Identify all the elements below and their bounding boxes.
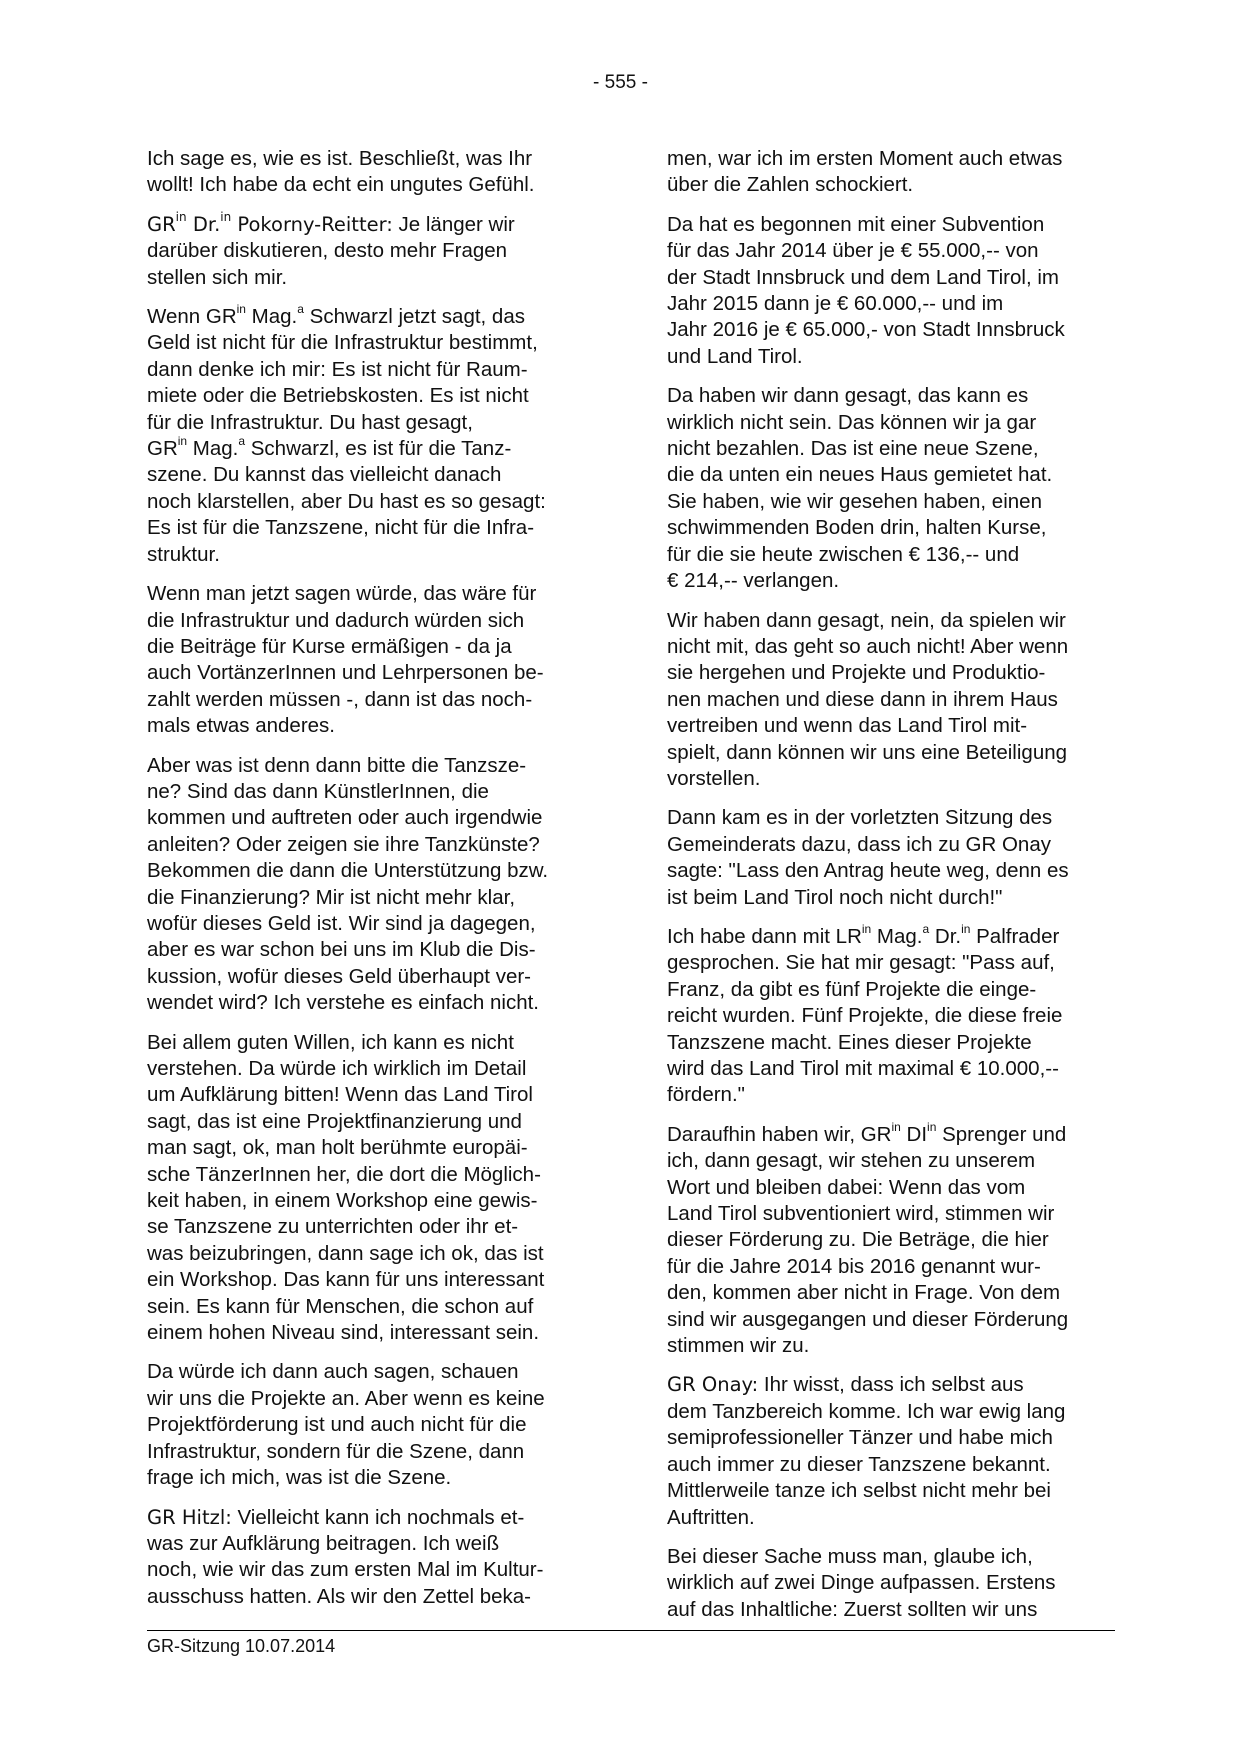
text-line: ausschuss hatten. Als wir den Zettel beka- <box>147 1584 532 1608</box>
text-line: kommen und auftreten oder auch irgendwie <box>147 806 543 830</box>
text-line: die Beiträge für Kurse ermäßigen - da ja <box>147 634 512 658</box>
text-line: ne? Sind das dann KünstlerInnen, die <box>147 779 489 803</box>
text-line: nicht mit, das geht so auch nicht! Aber wenn <box>667 634 1069 658</box>
text-line: für die sie heute zwischen € 136,-- und <box>667 542 1020 566</box>
text-line: ein Workshop. Das kann für uns interessant <box>147 1268 545 1292</box>
text-line: sagt, das ist eine Projektfinanzierung und <box>147 1109 522 1133</box>
text-line: aber es war schon bei uns im Klub die Dis- <box>147 938 536 962</box>
text-line: für die Infrastruktur. Du hast gesagt, <box>147 410 473 434</box>
text-line: Projektförderung ist und auch nicht für die <box>147 1413 527 1437</box>
paragraph <box>667 383 1119 594</box>
text-line: Bei allem guten Willen, ich kann es nicht <box>147 1030 514 1054</box>
text-line: auch immer zu dieser Tanzszene bekannt. <box>667 1452 1051 1476</box>
text-line: noch, wie wir das zum ersten Mal im Kultur- <box>147 1558 544 1582</box>
text-line: die Infrastruktur und dadurch würden sich <box>147 608 525 632</box>
paragraph: Ich habe dann mit $LR^{in}$ Mag.$^a$ Dr.$^{in}$ Palfrader gesprochen. Sie hat mir gesagt: "Pass auf, Franz, da gibt es fünf Projekte die einge- reicht wurden. Fünf Projekte, die diese freie Tanzszene macht. Eines dieser Projekte wird das Land Tirol mit maximal € 10.000,-- fördern." <box>667 924 1119 1109</box>
text-line: miete oder die Betriebskosten. Es ist nicht <box>147 384 529 408</box>
text-line: mals etwas anderes. <box>147 714 336 738</box>
text-line: dem Tanzbereich komme. Ich war ewig lang <box>667 1399 1066 1423</box>
text-line: was beizubringen, dann sage ich ok, das ist <box>147 1241 544 1265</box>
text-line: dann denke ich mir: Es ist nicht für Raum- <box>147 357 528 381</box>
text-line: zahlt werden müssen -, dann ist das noch- <box>147 687 533 711</box>
text-line: um Aufklärung bitten! Wenn das Land Tirol <box>147 1083 533 1107</box>
speaker-name: GR Hitzl: <box>147 1505 232 1529</box>
text-line: man sagt, ok, man holt berühmte europäi- <box>147 1136 528 1160</box>
text-line: Infrastruktur, sondern für die Szene, dann <box>147 1439 525 1463</box>
text-line: Dann kam es in der vorletzten Sitzung des <box>667 806 1053 830</box>
text-line: Da hat es begonnen mit einer Subvention <box>667 212 1045 236</box>
text-line: Aber was ist denn dann bitte die Tanzsze- <box>147 753 527 777</box>
text-line: Wenn man jetzt sagen würde, das wäre für <box>147 582 537 606</box>
paragraph <box>667 1544 1119 1623</box>
text-line: wollt! Ich habe da echt ein ungutes Gefühl. <box>147 173 535 197</box>
paragraph <box>147 753 599 1017</box>
text-line: über die Zahlen schockiert. <box>667 173 914 197</box>
text-line: keit haben, in einem Workshop eine gewis- <box>147 1189 538 1213</box>
text-line: stellen sich mir. <box>147 265 288 289</box>
text-line: Jahr 2016 je € 65.000,- von Stadt Innsbruck <box>667 318 1065 342</box>
text-line: darüber diskutieren, desto mehr Fragen <box>147 239 508 263</box>
paragraph <box>667 608 1119 793</box>
paragraph-speaker-pokorny-reitter: $GR^{in}$ Dr.$^{in}$ Pokorny-Reitter: Je länger wir darüber diskutieren, desto mehr Fragen stellen sich mir. <box>147 212 599 291</box>
paragraph-speaker-onay: GR Onay: Ihr wisst, dass ich selbst aus dem Tanzbereich komme. Ich war ewig lang semiprofessioneller Tänzer und habe mich auch immer zu dieser Tanzszene bekannt. Mittlerweile tanze ich selbst nicht mehr bei Auftritten. <box>667 1372 1119 1530</box>
text-line: sagte: "Lass den Antrag heute weg, denn es <box>667 859 1069 883</box>
text-line: vertreiben und wenn das Land Tirol mit- <box>667 714 1028 738</box>
text-line: wir uns die Projekte an. Aber wenn es keine <box>147 1386 545 1410</box>
paragraph: Daraufhin haben wir, $GR^{in}$ $DI^{in}$ Sprenger und ich, dann gesagt, wir stehen zu unserem Wort und bleiben dabei: Wenn das vom Land Tirol subventioniert wird, stimmen wir dieser Förderung zu. Die Beträge, die hier für die Jahre 2014 bis 2016 genannt wur- den, kommen aber nicht in Frage. Von dem sind wir ausgegangen und dieser Förderung stimmen wir zu. <box>667 1122 1119 1360</box>
text-line: schwimmenden Boden drin, halten Kurse, <box>667 516 1047 540</box>
text-line: kussion, wofür dieses Geld überhaupt ver- <box>147 964 532 988</box>
text-line: den, kommen aber nicht in Frage. Von dem <box>667 1281 1061 1305</box>
text-line: Wort und bleiben dabei: Wenn das vom <box>667 1175 1026 1199</box>
text-line: anleiten? Oder zeigen sie ihre Tanzkünste? <box>147 832 540 856</box>
text-line: verstehen. Da würde ich wirklich im Detail <box>147 1057 527 1080</box>
text-line: sind wir ausgegangen und dieser Förderung <box>667 1307 1069 1331</box>
text-line: wofür dieses Geld ist. Wir sind ja dagegen, <box>147 911 536 935</box>
text-line: frage ich mich, was ist die Szene. <box>147 1466 452 1490</box>
text-line: für die Jahre 2014 bis 2016 genannt wur- <box>667 1254 1041 1278</box>
paragraph <box>147 1359 599 1491</box>
text-line: vorstellen. <box>667 766 761 790</box>
text-line: fördern." <box>667 1083 745 1107</box>
text-line: gesprochen. Sie hat mir gesagt: "Pass auf, <box>667 951 1055 975</box>
paragraph <box>147 1030 599 1347</box>
text-line: Land Tirol subventioniert wird, stimmen wir <box>667 1202 1055 1226</box>
right-column <box>667 146 1119 1636</box>
text-line: und Land Tirol. <box>667 344 803 368</box>
text-line: Bekommen die dann die Unterstützung bzw. <box>147 859 549 883</box>
text-line: Gemeinderats dazu, dass ich zu GR Onay <box>667 832 1051 856</box>
text-line: reicht wurden. Fünf Projekte, die diese freie <box>667 1004 1063 1028</box>
text-line: noch klarstellen, aber Du hast es so gesagt: <box>147 489 546 513</box>
text-line: men, war ich im ersten Moment auch etwas <box>667 147 1063 170</box>
text-line: wird das Land Tirol mit maximal € 10.000,-- <box>667 1057 1059 1080</box>
text-line: Da würde ich dann auch sagen, schauen <box>147 1360 519 1384</box>
text-line: stimmen wir zu. <box>667 1334 810 1358</box>
footer-session-date: GR-Sitzung 10.07.2014 <box>147 1636 336 1656</box>
text-line: für das Jahr 2014 über je € 55.000,-- von <box>667 239 1039 263</box>
text-line: Bei dieser Sache muss man, glaube ich, <box>667 1544 1033 1568</box>
text-line: semiprofessioneller Tänzer und habe mich <box>667 1426 1053 1450</box>
text-line: Mittlerweile tanze ich selbst nicht mehr bei <box>667 1479 1051 1503</box>
text-line: Da haben wir dann gesagt, das kann es <box>667 384 1029 408</box>
text-line: wirklich auf zwei Dinge aufpassen. Erstens <box>667 1571 1056 1595</box>
text-line: Jahr 2015 dann je € 60.000,-- und im <box>667 292 1004 316</box>
text-line: auch VortänzerInnen und Lehrpersonen be- <box>147 661 544 685</box>
text-line: ist beim Land Tirol noch nicht durch!" <box>667 885 1003 909</box>
text-line: Wir haben dann gesagt, nein, da spielen wir <box>667 608 1066 632</box>
text-line: Ich sage es, wie es ist. Beschließt, was Ihr <box>147 147 533 170</box>
text-line: € 214,-- verlangen. <box>667 569 840 593</box>
text-line: wendet wird? Ich verstehe es einfach nicht. <box>147 991 539 1015</box>
speaker-name: $GR^{in}$ Dr.$^{in}$ Pokorny-Reitter: <box>147 210 393 236</box>
text-line: sein. Es kann für Menschen, die schon auf <box>147 1294 534 1318</box>
text-line: spielt, dann können wir uns eine Beteiligung <box>667 740 1068 764</box>
paragraph <box>147 581 599 739</box>
text-line: Auftritten. <box>667 1505 755 1529</box>
text-line: sie hergehen und Projekte und Produktio- <box>667 661 1046 685</box>
text-line: Es ist für die Tanzszene, nicht für die Infra- <box>147 516 535 540</box>
text-line: Tanzszene macht. Eines dieser Projekte <box>667 1030 1032 1054</box>
text-line: dieser Förderung zu. Die Beträge, die hier <box>667 1228 1049 1252</box>
text-line: Geld ist nicht für die Infrastruktur bestimmt, <box>147 331 538 355</box>
text-line: auf das Inhaltliche: Zuerst sollten wir uns <box>667 1597 1038 1621</box>
text-line: struktur. <box>147 542 220 566</box>
text-line: szene. Du kannst das vielleicht danach <box>147 463 502 487</box>
paragraph <box>667 212 1119 370</box>
paragraph <box>667 805 1119 911</box>
paragraph <box>147 146 599 199</box>
text-line: se Tanzszene zu unterrichten oder ihr et- <box>147 1215 519 1239</box>
text-line: ich, dann gesagt, wir stehen zu unserem <box>667 1149 1036 1173</box>
text-line: wirklich nicht sein. Das können wir ja gar <box>667 410 1037 434</box>
speaker-name: GR Onay: <box>667 1373 759 1397</box>
text-line: Sie haben, wie wir gesehen haben, einen <box>667 489 1042 513</box>
text-line: einem hohen Niveau sind, interessant sein. <box>147 1321 540 1345</box>
text-line: sche TänzerInnen her, die dort die Möglich- <box>147 1162 541 1186</box>
paragraph: Wenn $GR^{in}$ Mag.$^a$ Schwarzl jetzt sagt, das Geld ist nicht für die Infrastruktur bestimmt, dann denke ich mir: Es ist nicht für Raum- miete oder die Betriebskosten. Es ist nicht für die Infrastruktur. Du hast gesagt, $GR^{in}$ Mag.$^a$ Schwarzl, es ist für die Tanz- szene. Du kannst das vielleicht danach noch klarstellen, aber Du hast es so gesagt: Es ist für die Tanzszene, nicht für die Infra- struktur. <box>147 304 599 568</box>
text-line: nen machen und diese dann in ihrem Haus <box>667 687 1058 711</box>
page-number: - 555 - <box>593 72 648 93</box>
text-line: die Finanzierung? Mir ist nicht mehr klar, <box>147 885 516 909</box>
text-line: was zur Aufklärung beitragen. Ich weiß <box>147 1531 500 1555</box>
footer-divider <box>147 1630 1115 1631</box>
text-line: Franz, da gibt es fünf Projekte die einge- <box>667 977 1037 1001</box>
left-column <box>147 146 599 1623</box>
paragraph-speaker-hitzl: GR Hitzl: Vielleicht kann ich nochmals et- was zur Aufklärung beitragen. Ich weiß noch, wie wir das zum ersten Mal im Kultur- ausschuss hatten. Als wir den Zettel beka- <box>147 1505 599 1611</box>
text-line: nicht bezahlen. Das ist eine neue Szene, <box>667 437 1039 461</box>
text-line: der Stadt Innsbruck und dem Land Tirol, im <box>667 265 1059 289</box>
paragraph <box>667 146 1119 199</box>
text-line: die da unten ein neues Haus gemietet hat. <box>667 463 1053 487</box>
